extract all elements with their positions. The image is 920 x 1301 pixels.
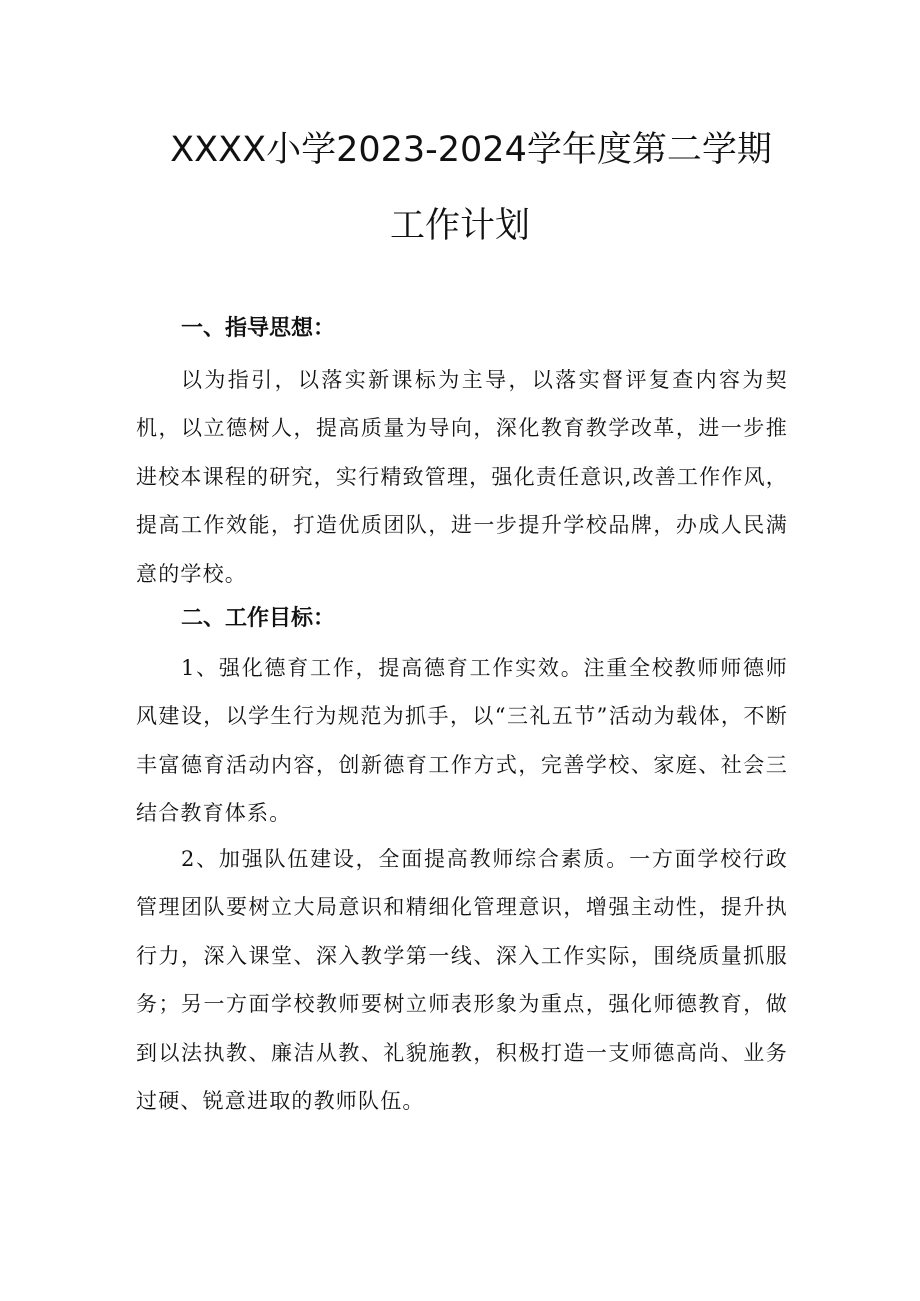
document-title-line2: 工作计划 — [389, 206, 530, 246]
section-heading-work-goals: 二、工作目标： — [181, 606, 336, 631]
paragraph-guiding-ideology: 以为指引，以落实新课标为主导，以落实督评复查内容为契机，以立德树人，提高质量为导向，深化教育教学改革，进一步推进校本课程的研究，实行精致管理，强化责任意识,改善工作作风，提高工作效能，打造优质团队，进一步提升学校品牌，办成人民满意的学校。 — [136, 368, 788, 586]
paragraph-goal-1: 1、强化德育工作，提高德育工作实效。注重全校教师师德师风建设，以学生行为规范为抓手，以“三礼五节”活动为载体，不断丰富德育活动内容，创新德育工作方式，完善学校、家庭、社会三结合教育体系。 — [136, 656, 788, 826]
section-heading-guiding-ideology: 一、指导思想： — [181, 316, 336, 341]
document-title-line1: XXXX小学2023-2024学年度第二学期 — [170, 130, 772, 170]
paragraph-goal-2: 2、加强队伍建设，全面提高教师综合素质。一方面学校行政管理团队要树立大局意识和精细化管理意识，增强主动性，提升执行力，深入课堂、深入教学第一线、深入工作实际，围绕质量抓服务；另一方面学校教师要树立师表形象为重点，强化师德教育，做到以法执教、廉洁从教、礼貌施教，积极打造一支师德高尚、业务过硬、锐意进取的教师队伍。 — [136, 847, 788, 1114]
